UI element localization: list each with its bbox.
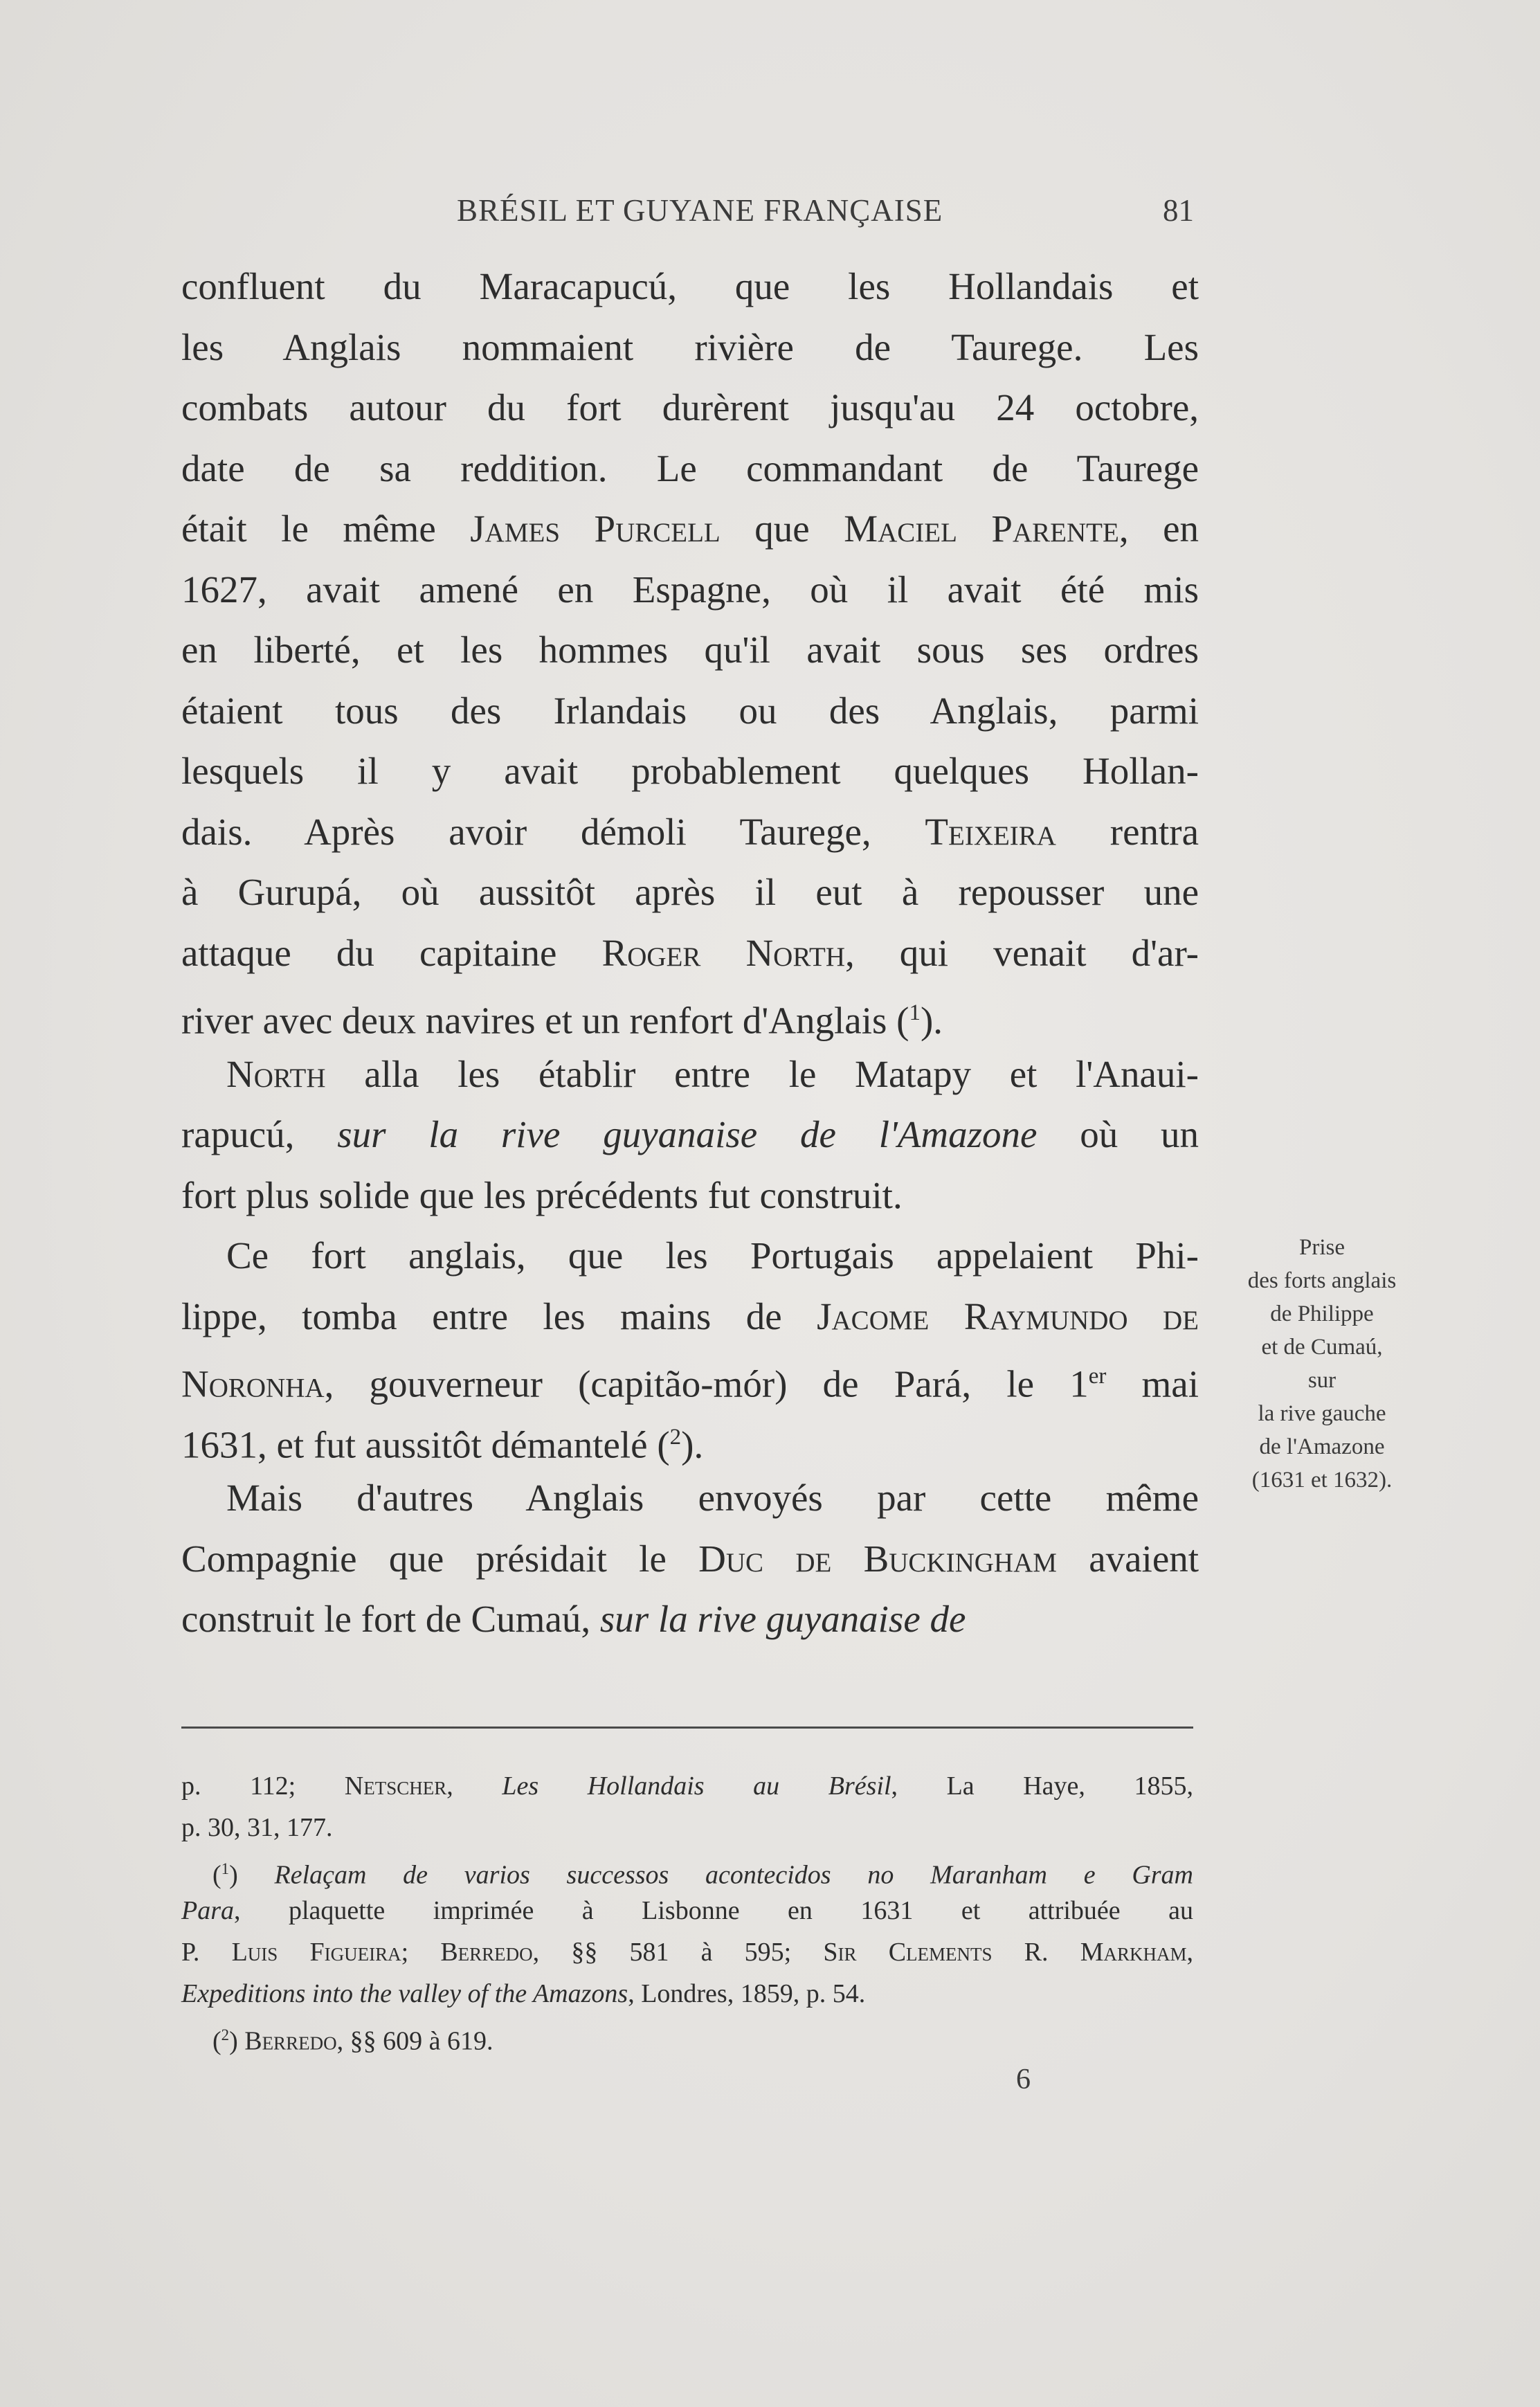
text-line <box>181 1104 1199 1165</box>
superscript: 2 <box>221 2026 230 2044</box>
text-run: James Purcell <box>470 507 721 550</box>
text-line <box>181 317 1199 378</box>
margin-note-line: sur <box>1307 1368 1337 1393</box>
text-run: les Anglais nommaient rivière de Tauregе. Les <box>181 325 1199 368</box>
text-run: Mais d'autres Anglais envoyés par cette même <box>226 1477 1199 1519</box>
text-run: , en <box>1118 507 1199 550</box>
margin-note-line: la rive gauche <box>1258 1401 1386 1426</box>
text-run: P. <box>181 1938 232 1967</box>
text-run: Duc de Buckingham <box>698 1537 1057 1580</box>
text-run: Para <box>181 1896 234 1925</box>
text-run: , plaquette imprimée à Lisbonne en 1631 et attribuée au <box>234 1896 1193 1925</box>
text-run: Teixeira <box>925 810 1056 853</box>
text-run: date de sa reddition. Le commandant de Taurege <box>181 447 1199 489</box>
text-run: , §§ 609 à 619. <box>336 2026 493 2056</box>
footnote-line <box>181 1807 1193 1848</box>
text-line <box>181 1225 1199 1286</box>
body-text <box>181 256 1199 1650</box>
signature-mark: 6 <box>1016 2064 1031 2095</box>
text-run: que <box>720 507 844 550</box>
text-run: alla les établir entre le Matapy et l'Anaui- <box>325 1052 1199 1095</box>
text-run: mai <box>1106 1362 1199 1405</box>
text-line <box>181 1286 1199 1347</box>
text-line <box>181 1407 1199 1468</box>
text-run: 1631, et fut aussitôt démantelé ( <box>181 1423 670 1466</box>
text-run: ). <box>681 1423 704 1466</box>
text-line <box>181 438 1199 499</box>
margin-note-line: de Philippe <box>1270 1301 1374 1326</box>
text-line <box>181 1589 1199 1650</box>
text-run: lippe, tomba entre les mains de <box>181 1295 817 1337</box>
page-number: 81 <box>1163 193 1194 228</box>
margin-note-line: et de Cumaú, <box>1261 1335 1383 1360</box>
text-run: Berredo <box>244 2026 337 2056</box>
text-line <box>181 1468 1199 1529</box>
text-run: Expeditions into the valley of the Amazons <box>181 1979 628 2008</box>
text-line <box>181 377 1199 438</box>
text-run: lesquels il y avait probablement quelques Hollan- <box>181 750 1199 792</box>
text-run: Relaçam de varios successos acontecidos no Maranham e Gram <box>274 1860 1193 1890</box>
text-run: sur la rive guyanaise de l'Amazone <box>337 1113 1038 1155</box>
running-head <box>0 192 1540 227</box>
text-run: Maciel Parente <box>844 507 1119 550</box>
text-run: p. 30, 31, 177. <box>181 1813 333 1842</box>
text-line <box>181 498 1199 559</box>
superscript: er <box>1088 1364 1107 1389</box>
text-run: river avec deux navires et un renfort d'Anglais ( <box>181 999 909 1042</box>
text-line <box>181 741 1199 802</box>
text-line <box>181 862 1199 923</box>
text-run: ; <box>401 1938 441 1967</box>
text-run: , La Haye, 1855, <box>891 1772 1193 1801</box>
text-run: confluent du Maracapucú, que les Hollandais et <box>181 265 1199 307</box>
text-run: sur la rive guyanaise de <box>599 1598 966 1640</box>
text-run: Berredo <box>440 1938 533 1967</box>
footnote-rule <box>181 1727 1193 1729</box>
text-run: , Londres, 1859, p. 54. <box>628 1979 866 2008</box>
running-title: BRÉSIL ET GUYANE FRANÇAISE <box>457 193 943 228</box>
text-run: Luis Figueira <box>231 1938 401 1967</box>
margin-note <box>1204 1231 1440 1497</box>
margin-note-line: (1631 et 1632). <box>1251 1468 1393 1493</box>
text-line <box>181 1529 1199 1589</box>
text-run: avaient <box>1056 1537 1199 1580</box>
text-run: rentra <box>1056 810 1199 853</box>
text-run: était le même <box>181 507 471 550</box>
superscript: 1 <box>221 1860 230 1877</box>
text-run: construit le fort de Cumaú, <box>181 1598 600 1640</box>
text-run: rapucú, <box>181 1113 338 1155</box>
text-run: où un <box>1037 1113 1199 1155</box>
text-run: ( <box>212 1860 221 1890</box>
footnote-line <box>181 1973 1193 2014</box>
text-run: étaient tous des Irlandais ou des Anglais, parmi <box>181 689 1199 732</box>
superscript: 1 <box>909 1000 921 1025</box>
text-line <box>181 923 1199 984</box>
text-run: Netscher <box>344 1772 447 1801</box>
text-run: Ce fort anglais, que les Portugais appelaient Phi- <box>226 1234 1199 1277</box>
footnote-line <box>181 1765 1193 1807</box>
margin-note-line: Prise <box>1299 1235 1345 1260</box>
text-run: à Gurupá, où aussitôt après il eut à repousser une <box>181 871 1199 913</box>
text-run: , <box>446 1772 502 1801</box>
text-run: North <box>226 1052 326 1095</box>
text-run: dais. Après avoir démoli Taurege, <box>181 810 925 853</box>
footnote-line <box>181 2014 1193 2056</box>
text-run: Compagnie que présidait le <box>181 1537 699 1580</box>
text-run: Jacome Raymundo de <box>817 1295 1199 1337</box>
text-run: ). <box>920 999 943 1042</box>
text-line <box>181 680 1199 741</box>
text-run: en liberté, et les hommes qu'il avait sous ses ordres <box>181 629 1199 671</box>
text-line <box>181 983 1199 1044</box>
footnotes <box>181 1765 1193 2056</box>
text-run: Roger North <box>601 931 845 974</box>
superscript: 2 <box>669 1424 682 1450</box>
text-line <box>181 1044 1199 1105</box>
footnote-line <box>181 1890 1193 1931</box>
text-run: , qui venait d'ar- <box>844 931 1199 974</box>
margin-note-line: des forts anglais <box>1247 1268 1397 1293</box>
text-run: 1627, avait amené en Espagne, où il avait été mis <box>181 568 1199 611</box>
text-line <box>181 620 1199 680</box>
footnote-line <box>181 1931 1193 1973</box>
text-run: ) <box>229 1860 275 1890</box>
text-run: Noronha <box>181 1362 325 1405</box>
text-run: p. 112; <box>181 1772 345 1801</box>
text-line <box>181 256 1199 317</box>
text-line <box>181 1165 1199 1226</box>
margin-note-line: de l'Amazone <box>1259 1434 1385 1459</box>
text-run: attaque du capitaine <box>181 931 602 974</box>
text-line <box>181 802 1199 863</box>
text-run: Les Hollandais au Brésil <box>502 1772 891 1801</box>
text-run: , §§ 581 à 595; <box>532 1938 824 1967</box>
text-run: ( <box>212 2026 221 2056</box>
text-run: fort plus solide que les précédents fut construit. <box>181 1173 903 1216</box>
footnote-line <box>181 1848 1193 1890</box>
text-run: , gouverneur (capitão-mór) de Pará, le 1 <box>324 1362 1089 1405</box>
text-run: combats autour du fort durèrent jusqu'au 24 octobre, <box>181 386 1199 429</box>
text-run: , <box>1186 1938 1193 1967</box>
text-run: ) <box>229 2026 245 2056</box>
text-line <box>181 1346 1199 1407</box>
text-run: Sir Clements R. Markham <box>823 1938 1187 1967</box>
text-line <box>181 559 1199 620</box>
